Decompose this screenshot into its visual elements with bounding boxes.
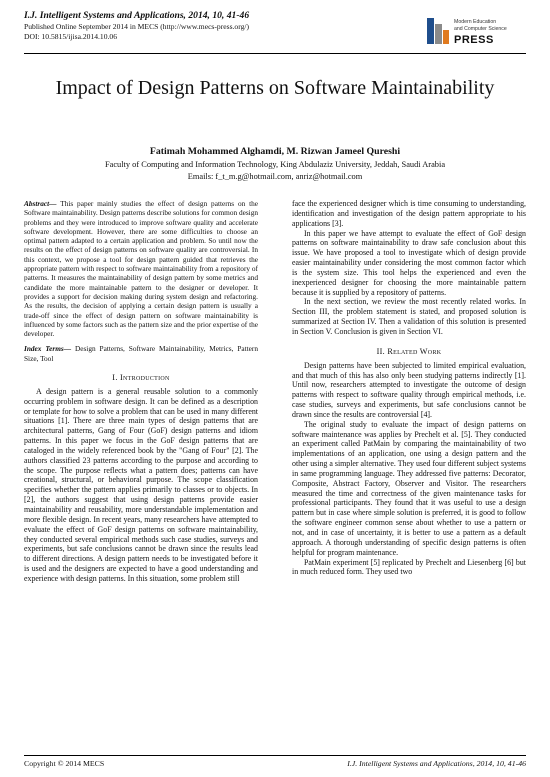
body-paragraph: In this paper we have attempt to evaluate the effect of GoF design patterns on software maintainability to draw safe conclusion about this issue. We have proposed a tool to investigate which of design provide easier maintainability under considering the most common factor which is the system size. This tool helps the experienced and even the inexperienced designer for choosing the more maintainable pattern because it is supplied by a repository of patterns.: [292, 228, 526, 297]
logo-name: PRESS: [454, 34, 494, 46]
author-list: Fatimah Mohammed Alghamdi, M. Rizwan Jameel Qureshi: [149, 146, 401, 157]
published-line: Published Online September 2014 in MECS (http://www.mecs-press.org/): [24, 22, 250, 31]
footer-copyright: Copyright © 2014 MECS: [24, 759, 105, 768]
section-heading-related-work: II. Related Work: [376, 346, 442, 356]
left-column: [24, 199, 258, 584]
affiliation: Faculty of Computing and Information Technology, King Abdulaziz University, Jeddah, Saudi Arabia: [104, 160, 446, 169]
related-paragraph: The original study to evaluate the impact of design patterns on software maintenance was applies by Prechelt et al. [5]. They conducted an experiment called PatMain by comparing the maintainability of two implementations of an application, one using a design pattern and the other using a simpler alternative. They used four different subject systems in same programming language. They addressed five patterns: Decorator, Composite, Abstract Factory, Observer and Visitor. The researchers measured the time and correctness of the given maintenance tasks for professional participants. They found that it was useful to use a design pattern but in case where simple solution is preferred, it is good to follow the software engineer common sense about whether to use a pattern or not, and in case of uncertainty, it is better to use a pattern as a default approach. A thorough understanding of specific design patterns is often helpful for program maintenance.: [292, 419, 526, 557]
abstract-text: This paper mainly studies the effect of design patterns on the Software maintainability. Design patterns describe solutions for common design problems and they were introduced to improve software quality and accelerate software development. However, there are some difficulties to choose an optimal pattern adapted to a certain application and problem. So until now the results on the effect of design patterns on software quality are controversial. In this context, we propose a tool for design pattern guided that retrieves the appropriate pattern with respect to software maintainability from a repository of patterns. It measures the maintainability of design pattern by some metrics and candidate the more maintainable pattern to the designer or developer. It provides a support for decision making during system design and refactoring. As the results, the decision of applying a certain design pattern is usually a trade-off since the effect of design pattern on software maintainability is influenced by some factors such as the pattern size and the prior expertise of the developer.: [24, 199, 259, 339]
journal-citation: I.J. Intelligent Systems and Applications, 2014, 10, 41-46: [24, 10, 250, 21]
body-paragraph: face the experienced designer which is time consuming to understanding, identification and investigation of the design pattern appropriate to his applications [3].: [292, 199, 526, 228]
related-paragraph: PatMain experiment [5] replicated by Prechelt and Liesenberg [6] but in much reduced form. They used two: [292, 557, 526, 577]
section-heading-introduction: I. Introduction: [112, 373, 170, 383]
footer-rule: [24, 755, 526, 756]
logo-tagline: Modern Education and Computer Science: [454, 19, 507, 32]
footer-journal: I.J. Intelligent Systems and Applications, 2014, 10, 41-46: [347, 759, 526, 768]
index-terms: Index Terms— Design Patterns, Software Maintainability, Metrics, Pattern Size, Tool: [24, 344, 258, 363]
publisher-logo: [426, 16, 526, 50]
doi-line: DOI: 10.5815/ijisa.2014.10.06: [24, 32, 118, 41]
right-column: [292, 199, 526, 577]
abstract: Abstract— This paper mainly studies the effect of design patterns on the Software maintainability. Design patterns describe solutions for common design problems and they were introduced to improve software quality and accelerate software development. However, there are some difficulties to choose an optimal pattern adapted to a certain application and problem. So until now the results on the effect of design patterns on software quality are controversial. In this context, we propose a tool for design pattern guided that retrieves the appropriate pattern with respect to software maintainability from a repository of patterns. It measures the maintainability of design pattern by some metrics and candidate the more maintainable pattern to the designer or developer. It provides a support for decision making during system design and refactoring. As the results, the decision of applying a certain design pattern is usually a trade-off since the effect of design pattern on software maintainability is influenced by some factors such as the pattern size and the prior expertise of the developer.: [24, 199, 259, 339]
author-emails: Emails: f_t_m.g@hotmail.com, anriz@hotmail.com: [187, 172, 363, 181]
header-rule: [24, 53, 526, 54]
intro-paragraph: A design pattern is a general reusable solution to a commonly occurring problem in software design. It can be defined as a description or template for how to solve a problem that can be used in many different situations [1]. There are three main types of design patterns that are architectural patterns, Gang of Four (GoF) design patterns and idiom patterns. In this paper we focus in the GoF design patterns that are cataloged in the widely referenced book by the "Gang of Four" [2]. The authors classified 23 patterns according to the purpose and according to the scope. The purpose reflects what a pattern does; patterns can have creational, structural, or behavioral purpose. The scope classification specifies whether the pattern applies primarily to classes or to objects. In [2], the authors suggest that using design patterns provide easier maintainability and reusability, more understandable implementation and more flexible design. In recent years, many researchers have attempted to evaluate the effect of GoF design patterns on software maintainability, they conducted several empirical methods such case studies, surveys and experiments, but safe conclusions cannot be drawn since the results lead to different directions. A design pattern needs to be investigated before it is used and the designers are expected to have a good understanding and experience with design patterns. In this situation, some problem still: [24, 386, 258, 583]
paper-title: Impact of Design Patterns on Software Maintainability: [55, 77, 495, 99]
related-paragraph: Design patterns have been subjected to limited empirical evaluation, and that much of this has also only been studying patterns indirectly [1]. Until now, researchers attempted to investigate the outcome of design patterns with respect to software quality through empirical methods, i.e. case studies, surveys and experiments, but safe conclusions cannot be drawn since the results are controversial [4].: [292, 360, 526, 419]
abstract-label: Abstract: [24, 199, 50, 208]
publisher-logo-mark-icon: [426, 16, 450, 46]
index-terms-label: Index Terms: [24, 344, 64, 354]
index-terms-text: Design Patterns, Software Maintainability, Metrics, Pattern Size, Tool: [24, 344, 258, 363]
body-paragraph: In the next section, we review the most recently related works. In Section III, the problem statement is stated, and proposed solution is summarized at Section IV. Then a validation of this solution is presented in Section V. Conclusion is given in Section VI.: [292, 297, 526, 336]
journal-header: [24, 10, 404, 42]
